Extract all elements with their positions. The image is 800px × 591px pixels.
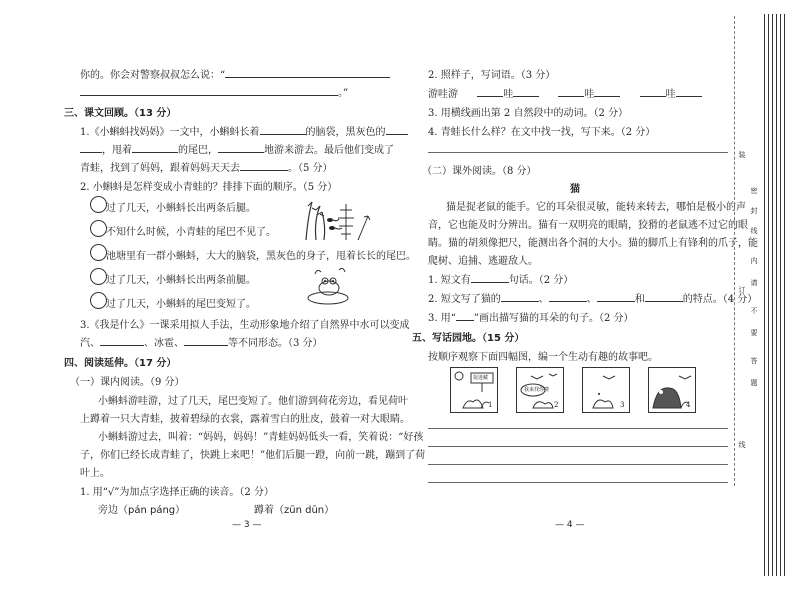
- answer-blank[interactable]: [558, 86, 584, 97]
- question-2-right: 2. 照样子，写词语。（3 分）: [428, 70, 556, 81]
- section-5-title: 五、写话园地。（15 分）: [412, 333, 525, 344]
- question-2: 2. 小蝌蚪是怎样变成小青蛙的？排排下面的顺序。（5 分）: [80, 182, 338, 193]
- order-circle[interactable]: [90, 292, 107, 309]
- answer-blank[interactable]: [477, 86, 503, 97]
- answer-blank[interactable]: [184, 335, 228, 346]
- answer-blank[interactable]: [225, 67, 390, 78]
- writing-line[interactable]: [428, 464, 728, 465]
- binding-label: 订: [738, 286, 746, 294]
- answer-blank[interactable]: [597, 291, 635, 302]
- panel-number: 4: [686, 401, 691, 409]
- binding-char: 题: [750, 379, 758, 387]
- section-sub2: （二）课外阅读。（8 分）: [422, 166, 537, 177]
- top-text-line2: 。”: [80, 84, 348, 99]
- writing-line[interactable]: [428, 482, 728, 483]
- answer-blank[interactable]: [676, 86, 702, 97]
- answer-blank[interactable]: [386, 124, 408, 135]
- story-panel-4: [648, 367, 696, 413]
- order-item: 不知什么时候，小青蛙的尾巴不见了。: [106, 227, 276, 238]
- binding-char: 封: [750, 207, 758, 215]
- passage-line: 小蝌蚪游过去，叫着：“妈妈，妈妈！”青蛙妈妈低头一看，笑着说：“好孩: [98, 432, 424, 443]
- binding-char: 要: [750, 329, 758, 337]
- question-1-line3: 青蛙，找到了妈妈，跟着妈妈天天去 。（5 分）: [80, 159, 333, 174]
- answer-blank[interactable]: [640, 86, 666, 97]
- answer-blank[interactable]: [80, 85, 338, 96]
- question-3-line2: 汽、 、冰雹、 等不同形态。（3 分）: [80, 334, 323, 349]
- passage-title: 猫: [570, 184, 580, 195]
- passage-line: 音，它也能及时分辨出。猫有一双明亮的眼睛，狡猾的老鼠逃不过它的眼: [428, 220, 748, 231]
- underline-sample: [456, 310, 474, 321]
- order-item: 过了几天，小蝌蚪的尾巴变短了。: [106, 299, 256, 310]
- answer-blank[interactable]: [549, 291, 587, 302]
- section-4-sub1: （一）课内阅读。（9 分）: [70, 377, 185, 388]
- answer-blank[interactable]: [501, 291, 539, 302]
- pinyin-choice-2: 蹲着（zūn dūn）: [254, 505, 335, 516]
- story-panel-2: [516, 367, 564, 413]
- tadpole-pond-illustration: [298, 196, 378, 242]
- panel-number: 2: [554, 401, 559, 409]
- passage-line: 叶上。: [80, 468, 110, 479]
- answer-blank[interactable]: [132, 142, 178, 153]
- pinyin-options[interactable]: （pán páng）: [118, 505, 186, 516]
- answer-blank[interactable]: [240, 160, 288, 171]
- panel-number: 3: [620, 401, 625, 409]
- binding-char: 不: [750, 307, 758, 315]
- passage-line: 睛。猫的胡须像把尺，能测出各个洞的大小。猫的脚爪上有锋利的爪子，能: [428, 238, 758, 249]
- passage-line: 小蝌蚪游哇游，过了几天，尾巴变短了。他们游到荷花旁边，看见荷叶: [98, 396, 408, 407]
- answer-line[interactable]: [428, 152, 728, 153]
- answer-blank[interactable]: [513, 86, 539, 97]
- order-item: 池塘里有一群小蝌蚪，大大的脑袋，黑灰色的身子，甩着长长的尾巴。: [106, 251, 416, 262]
- pinyin-options[interactable]: （zūn dūn）: [274, 505, 335, 516]
- section-5-text: 按顺序观察下面四幅图，编一个生动有趣的故事吧。: [428, 352, 658, 363]
- binding-char: 请: [750, 279, 758, 287]
- cat-question-2: 2. 短文写了猫的 、 、 和 的特点。（4 分）: [428, 290, 757, 305]
- story-panel-1: [450, 367, 498, 413]
- answer-blank[interactable]: [471, 272, 509, 283]
- panel-number: 1: [488, 401, 493, 409]
- question-4-right: 4. 青蛙长什么样？在文中找一找，写下来。（2 分）: [428, 127, 656, 138]
- question-1-line2: ，甩着 的尾巴， 地游来游去。最后他们变成了: [80, 141, 394, 156]
- binding-label: 装: [738, 151, 746, 159]
- order-circle[interactable]: [90, 244, 107, 261]
- page-number-left: — 3 —: [232, 520, 262, 530]
- answer-blank[interactable]: [594, 86, 620, 97]
- binding-char: 线: [750, 227, 758, 235]
- answer-blank[interactable]: [260, 124, 306, 135]
- passage-line: 子，你们已经长成青蛙了，快跳上来吧！”他们后腿一蹬，向前一跳，蹦到了荷: [80, 450, 426, 461]
- question-3-right: 3. 用横线画出第 2 自然段中的动词。（2 分）: [428, 108, 628, 119]
- answer-blank[interactable]: [80, 142, 102, 153]
- section-4-title: 四、阅读延伸。（17 分）: [64, 358, 177, 369]
- answer-blank[interactable]: [100, 335, 144, 346]
- story-panel-3: [582, 367, 630, 413]
- question-3: 3.《我是什么》一课采用拟人手法，生动形象地介绍了自然界中水可以变成: [80, 320, 410, 331]
- frog-on-lily-pad-illustration: [305, 266, 351, 306]
- passage-line: 猫是捉老鼠的能手。它的耳朵很灵敏，能转来转去，哪怕是极小的声: [446, 202, 746, 213]
- section-3-title: 三、课文回顾。（13 分）: [64, 108, 177, 119]
- word-pattern: 游哇游 哇 哇 哇: [428, 85, 702, 100]
- cat-question-3: 3. 用“ ”画出描写猫的耳朵的句子。（2 分）: [428, 309, 634, 324]
- binding-char: 内: [750, 257, 758, 265]
- reading-question-1: 1. 用“√”为加点字选择正确的读音。（2 分）: [80, 487, 274, 498]
- binding-label: 线: [738, 441, 746, 449]
- top-text: 你的。你会对警察叔叔怎么说：“: [80, 66, 390, 81]
- writing-line[interactable]: [428, 446, 728, 447]
- order-circle[interactable]: [90, 196, 107, 213]
- panel-sign-text: 捉迷藏: [473, 375, 489, 381]
- question-1: 1.《小蝌蚪找妈妈》一文中，小蝌蚪长着 的脑袋，黑灰色的: [80, 123, 408, 138]
- writing-line[interactable]: [428, 428, 728, 429]
- pinyin-choice-1: 旁边（pán páng）: [98, 505, 186, 516]
- passage-line: 上蹲着一只大青蛙，披着碧绿的衣裳，露着雪白的肚皮，鼓着一对大眼睛。: [80, 414, 410, 425]
- panel-bubble-text: 我来找你啦: [524, 387, 550, 393]
- order-item: 过了几天，小蝌蚪长出两条前腿。: [106, 275, 256, 286]
- cat-question-1: 1. 短文有 句话。（2 分）: [428, 271, 573, 286]
- answer-blank[interactable]: [218, 142, 264, 153]
- cut-line: [734, 16, 735, 486]
- binding-char: 答: [750, 357, 758, 365]
- passage-line: 爬树、追捕、逃避敌人。: [428, 256, 538, 267]
- answer-blank[interactable]: [645, 291, 683, 302]
- page-number-right: — 4 —: [555, 520, 585, 530]
- order-circle[interactable]: [90, 268, 107, 285]
- order-circle[interactable]: [90, 220, 107, 237]
- binding-char: 密: [750, 187, 758, 195]
- order-item: 过了几天，小蝌蚪长出两条后腿。: [106, 203, 256, 214]
